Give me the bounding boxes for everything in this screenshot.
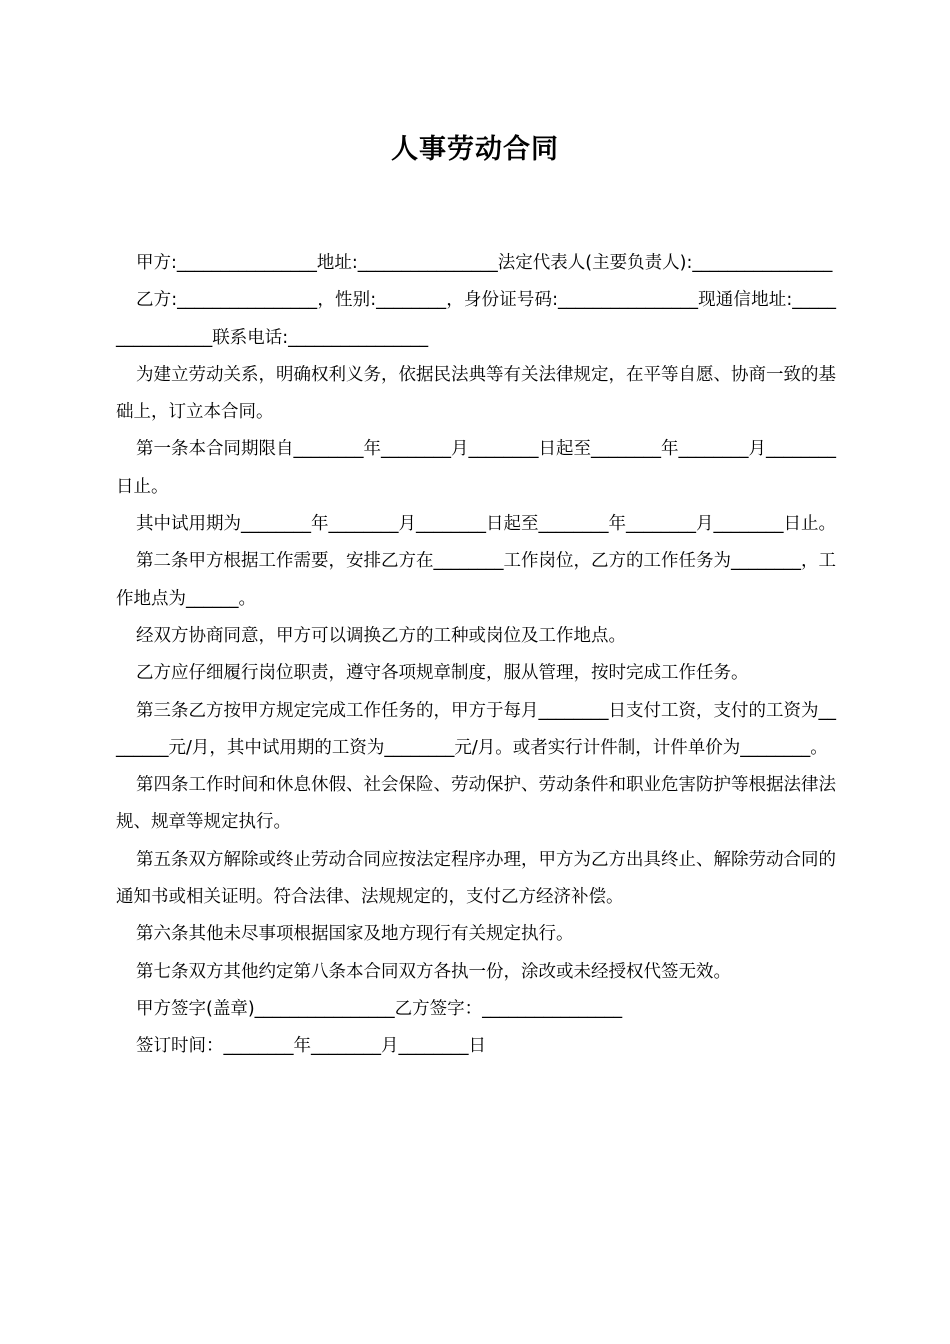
article-5-termination: 第五条双方解除或终止劳动合同应按法定程序办理，甲方为乙方出具终止、解除劳动合同的通知书或相关证明。符合法律、法规规定的，支付乙方经济补偿。: [116, 849, 836, 908]
signature-line: 甲方签字(盖章)________________乙方签字：________________: [136, 998, 623, 1019]
probation-period: 其中试用期为________年________月________日起至________年________月________日止。: [136, 514, 836, 535]
preamble: 为建立劳动关系，明确权利义务，依据民法典等有关法律规定，在平等自愿、协商一致的基础上，订立本合同。: [116, 364, 836, 423]
article-7-8-copies: 第七条双方其他约定第八条本合同双方各执一份，涂改或未经授权代签无效。: [136, 961, 731, 982]
duty-compliance: 乙方应仔细履行岗位职责，遵守各项规章制度，服从管理，按时完成工作任务。: [136, 663, 749, 684]
article-3-wages: 第三条乙方按甲方规定完成工作任务的，甲方于每月________日支付工资，支付的工资为________元/月，其中试用期的工资为________元/月。或者实行计件制，计件单价为________。: [116, 700, 836, 758]
article-2-position: 第二条甲方根据工作需要，安排乙方在________工作岗位，乙方的工作任务为________，工作地点为______。: [116, 551, 836, 609]
party-a-info: 甲方:________________地址:________________法定代表人(主要负责人):________________: [136, 253, 833, 273]
article-1-term: 第一条本合同期限自________年________月________日起至________年________月________日止。: [116, 439, 836, 497]
party-b-info: 乙方:________________，性别:________，身份证号码:________________现通信地址:________________联系电话:________________: [116, 290, 836, 348]
document-title: 人事劳动合同: [391, 134, 559, 165]
article-6-other-matters: 第六条其他未尽事项根据国家及地方现行有关规定执行。: [136, 924, 574, 945]
article-4-working-conditions: 第四条工作时间和休息休假、社会保险、劳动保护、劳动条件和职业危害防护等根据法律法规、规章等规定执行。: [116, 775, 836, 833]
document-body: [116, 245, 836, 1066]
signing-date: 签订时间：________年________月________日: [136, 1036, 486, 1057]
position-adjustment: 经双方协商同意，甲方可以调换乙方的工种或岗位及工作地点。: [136, 625, 626, 646]
